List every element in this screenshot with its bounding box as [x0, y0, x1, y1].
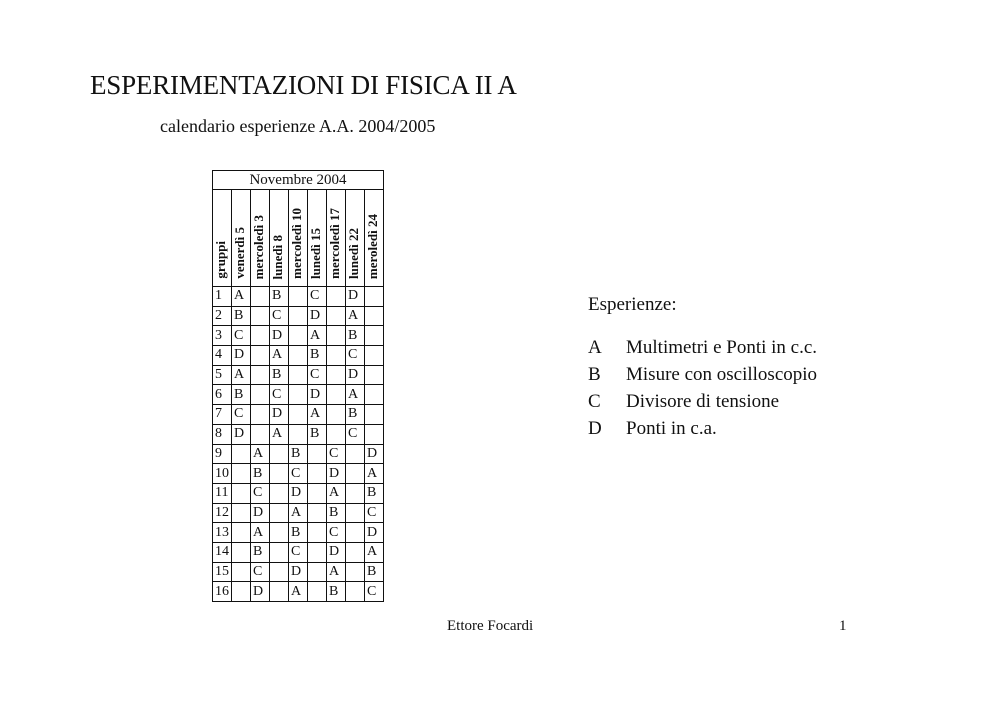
- schedule-cell: [327, 306, 346, 326]
- schedule-cell: A: [308, 326, 327, 346]
- column-header-label: lunedì 8: [270, 234, 285, 279]
- schedule-cell: [232, 582, 251, 602]
- schedule-cell: [346, 444, 365, 464]
- footer-author: Ettore Focardi: [447, 618, 534, 634]
- schedule-cell: C: [346, 424, 365, 444]
- schedule-cell: [289, 405, 308, 425]
- schedule-cell: [232, 562, 251, 582]
- schedule-table: [212, 170, 384, 602]
- schedule-cell: C: [365, 582, 384, 602]
- schedule-cell: [327, 365, 346, 385]
- legend-key: B: [588, 363, 601, 385]
- schedule-cell: [346, 483, 365, 503]
- schedule-cell: D: [289, 562, 308, 582]
- legend-item: [588, 388, 817, 415]
- table-row: [213, 424, 384, 444]
- table-row: [213, 483, 384, 503]
- group-number-cell: 5: [213, 365, 232, 385]
- schedule-cell: C: [270, 306, 289, 326]
- schedule-cell: [308, 444, 327, 464]
- schedule-cell: [270, 503, 289, 523]
- schedule-cell: [327, 346, 346, 366]
- schedule-cell: A: [308, 405, 327, 425]
- legend-title: Esperienze:: [588, 294, 677, 315]
- schedule-cell: C: [365, 503, 384, 523]
- group-number-cell: 11: [213, 483, 232, 503]
- schedule-cell: [289, 385, 308, 405]
- schedule-cell: A: [365, 542, 384, 562]
- schedule-cell: D: [346, 365, 365, 385]
- schedule-cell: [270, 582, 289, 602]
- schedule-cell: B: [308, 346, 327, 366]
- column-header: [365, 190, 384, 287]
- column-header-label: lunedì 15: [308, 228, 323, 279]
- schedule-cell: [251, 287, 270, 307]
- schedule-cell: B: [251, 464, 270, 484]
- schedule-cell: [308, 503, 327, 523]
- schedule-cell: [270, 444, 289, 464]
- page-title: ESPERIMENTAZIONI DI FISICA II A: [90, 70, 517, 100]
- schedule-cell: A: [346, 306, 365, 326]
- column-header: [251, 190, 270, 287]
- column-header-label: mercoledì 17: [327, 208, 342, 279]
- schedule-cell: [346, 503, 365, 523]
- page-number: 1: [839, 618, 847, 634]
- schedule-cell: [308, 523, 327, 543]
- schedule-cell: B: [232, 306, 251, 326]
- schedule-cell: [232, 503, 251, 523]
- schedule-body: [213, 287, 384, 602]
- schedule-cell: [232, 444, 251, 464]
- schedule-cell: [346, 542, 365, 562]
- schedule-cell: [251, 365, 270, 385]
- schedule-column-headers: [213, 190, 384, 287]
- legend: [588, 294, 817, 442]
- column-header-label: venerdì 5: [232, 227, 247, 279]
- schedule-cell: A: [327, 562, 346, 582]
- group-number-cell: 3: [213, 326, 232, 346]
- group-number-cell: 6: [213, 385, 232, 405]
- schedule-cell: D: [251, 503, 270, 523]
- group-number-cell: 16: [213, 582, 232, 602]
- schedule-cell: C: [251, 483, 270, 503]
- schedule-cell: C: [270, 385, 289, 405]
- schedule-cell: A: [270, 346, 289, 366]
- schedule-cell: B: [289, 523, 308, 543]
- schedule-cell: [308, 582, 327, 602]
- schedule-cell: [289, 424, 308, 444]
- schedule-cell: [365, 346, 384, 366]
- schedule-cell: A: [270, 424, 289, 444]
- group-number-cell: 13: [213, 523, 232, 543]
- schedule-cell: [365, 326, 384, 346]
- schedule-cell: A: [365, 464, 384, 484]
- schedule-cell: C: [289, 542, 308, 562]
- legend-key: D: [588, 417, 602, 439]
- table-row: [213, 464, 384, 484]
- group-number-cell: 9: [213, 444, 232, 464]
- schedule-cell: [308, 483, 327, 503]
- legend-key: A: [588, 336, 602, 358]
- column-header-label: meroledì 24: [365, 213, 380, 279]
- schedule-cell: C: [308, 365, 327, 385]
- schedule-cell: A: [232, 365, 251, 385]
- table-row: [213, 306, 384, 326]
- schedule-cell: [289, 287, 308, 307]
- column-header: [308, 190, 327, 287]
- group-number-cell: 4: [213, 346, 232, 366]
- column-header-label: mercoledì 3: [251, 214, 266, 279]
- group-number-cell: 8: [213, 424, 232, 444]
- column-header: [289, 190, 308, 287]
- schedule-cell: B: [289, 444, 308, 464]
- schedule-cell: [251, 405, 270, 425]
- column-header-label: lunedì 22: [346, 228, 361, 279]
- schedule-cell: D: [308, 306, 327, 326]
- group-number-cell: 7: [213, 405, 232, 425]
- schedule-cell: [232, 523, 251, 543]
- schedule-cell: C: [346, 346, 365, 366]
- schedule-cell: [270, 542, 289, 562]
- schedule-cell: [346, 523, 365, 543]
- table-row: [213, 287, 384, 307]
- schedule-cell: B: [251, 542, 270, 562]
- schedule-cell: B: [232, 385, 251, 405]
- schedule-cell: C: [232, 405, 251, 425]
- schedule-cell: [232, 542, 251, 562]
- column-header: [270, 190, 289, 287]
- schedule-cell: [308, 542, 327, 562]
- column-header-label: mercoledì 10: [289, 208, 304, 279]
- schedule-cell: D: [327, 464, 346, 484]
- column-header: [232, 190, 251, 287]
- schedule-cell: [270, 562, 289, 582]
- table-row: [213, 523, 384, 543]
- legend-item: [588, 361, 817, 388]
- schedule-cell: C: [251, 562, 270, 582]
- schedule-cell: [365, 306, 384, 326]
- schedule-cell: D: [289, 483, 308, 503]
- schedule-cell: D: [308, 385, 327, 405]
- schedule-cell: [251, 385, 270, 405]
- schedule-cell: D: [270, 405, 289, 425]
- legend-label: Misure con oscilloscopio: [626, 363, 818, 385]
- group-number-cell: 10: [213, 464, 232, 484]
- schedule-cell: C: [327, 523, 346, 543]
- group-number-cell: 12: [213, 503, 232, 523]
- legend-label: Ponti in c.a.: [626, 417, 717, 439]
- schedule-cell: C: [289, 464, 308, 484]
- schedule-cell: D: [251, 582, 270, 602]
- page-subtitle: calendario esperienze A.A. 2004/2005: [160, 116, 436, 136]
- schedule-cell: [289, 365, 308, 385]
- schedule-cell: [251, 424, 270, 444]
- schedule-cell: B: [270, 287, 289, 307]
- schedule-cell: [308, 562, 327, 582]
- schedule-cell: D: [232, 424, 251, 444]
- legend-item: [588, 334, 817, 361]
- column-header: [327, 190, 346, 287]
- schedule-cell: [365, 424, 384, 444]
- table-row: [213, 444, 384, 464]
- schedule-cell: [346, 582, 365, 602]
- schedule-cell: B: [327, 503, 346, 523]
- schedule-cell: [270, 464, 289, 484]
- schedule-cell: [251, 346, 270, 366]
- group-number-cell: 1: [213, 287, 232, 307]
- legend-item: [588, 415, 817, 442]
- schedule-cell: [346, 464, 365, 484]
- schedule-cell: [365, 405, 384, 425]
- schedule-cell: D: [365, 523, 384, 543]
- schedule-cell: [270, 483, 289, 503]
- schedule-cell: [232, 483, 251, 503]
- schedule-cell: [270, 523, 289, 543]
- schedule-cell: C: [308, 287, 327, 307]
- schedule-cell: A: [251, 523, 270, 543]
- schedule-cell: [289, 346, 308, 366]
- schedule-cell: B: [327, 582, 346, 602]
- table-row: [213, 346, 384, 366]
- schedule-cell: [327, 385, 346, 405]
- group-number-cell: 15: [213, 562, 232, 582]
- schedule-cell: B: [308, 424, 327, 444]
- schedule-cell: [327, 424, 346, 444]
- legend-label: Divisore di tensione: [626, 390, 780, 412]
- schedule-cell: C: [232, 326, 251, 346]
- schedule-cell: [251, 326, 270, 346]
- schedule-cell: B: [270, 365, 289, 385]
- schedule-cell: B: [365, 483, 384, 503]
- schedule-cell: [251, 306, 270, 326]
- schedule-cell: A: [251, 444, 270, 464]
- schedule-cell: [327, 405, 346, 425]
- column-header-label: gruppi: [213, 241, 228, 279]
- schedule-cell: A: [232, 287, 251, 307]
- schedule-month-header: Novembre 2004: [213, 171, 384, 190]
- schedule-cell: A: [289, 503, 308, 523]
- schedule-cell: [232, 464, 251, 484]
- schedule-cell: [289, 306, 308, 326]
- schedule-cell: D: [346, 287, 365, 307]
- schedule-cell: [289, 326, 308, 346]
- column-header: [346, 190, 365, 287]
- table-row: [213, 562, 384, 582]
- schedule-cell: [365, 287, 384, 307]
- table-row: [213, 385, 384, 405]
- table-row: [213, 365, 384, 385]
- schedule-cell: D: [327, 542, 346, 562]
- legend-key: C: [588, 390, 601, 412]
- schedule-cell: B: [346, 405, 365, 425]
- table-row: [213, 542, 384, 562]
- schedule-cell: A: [327, 483, 346, 503]
- schedule-cell: C: [327, 444, 346, 464]
- schedule-cell: D: [232, 346, 251, 366]
- schedule-cell: [327, 287, 346, 307]
- schedule-cell: B: [346, 326, 365, 346]
- table-row: [213, 405, 384, 425]
- schedule-cell: [365, 365, 384, 385]
- schedule-cell: B: [365, 562, 384, 582]
- table-row: [213, 326, 384, 346]
- schedule-cell: [308, 464, 327, 484]
- schedule-cell: [327, 326, 346, 346]
- schedule-cell: [346, 562, 365, 582]
- group-number-cell: 14: [213, 542, 232, 562]
- table-row: [213, 582, 384, 602]
- schedule-cell: A: [346, 385, 365, 405]
- legend-label: Multimetri e Ponti in c.c.: [626, 336, 818, 358]
- schedule-cell: A: [289, 582, 308, 602]
- schedule-cell: D: [365, 444, 384, 464]
- schedule-cell: D: [270, 326, 289, 346]
- table-row: [213, 503, 384, 523]
- group-number-cell: 2: [213, 306, 232, 326]
- schedule-cell: [365, 385, 384, 405]
- column-header: [213, 190, 232, 287]
